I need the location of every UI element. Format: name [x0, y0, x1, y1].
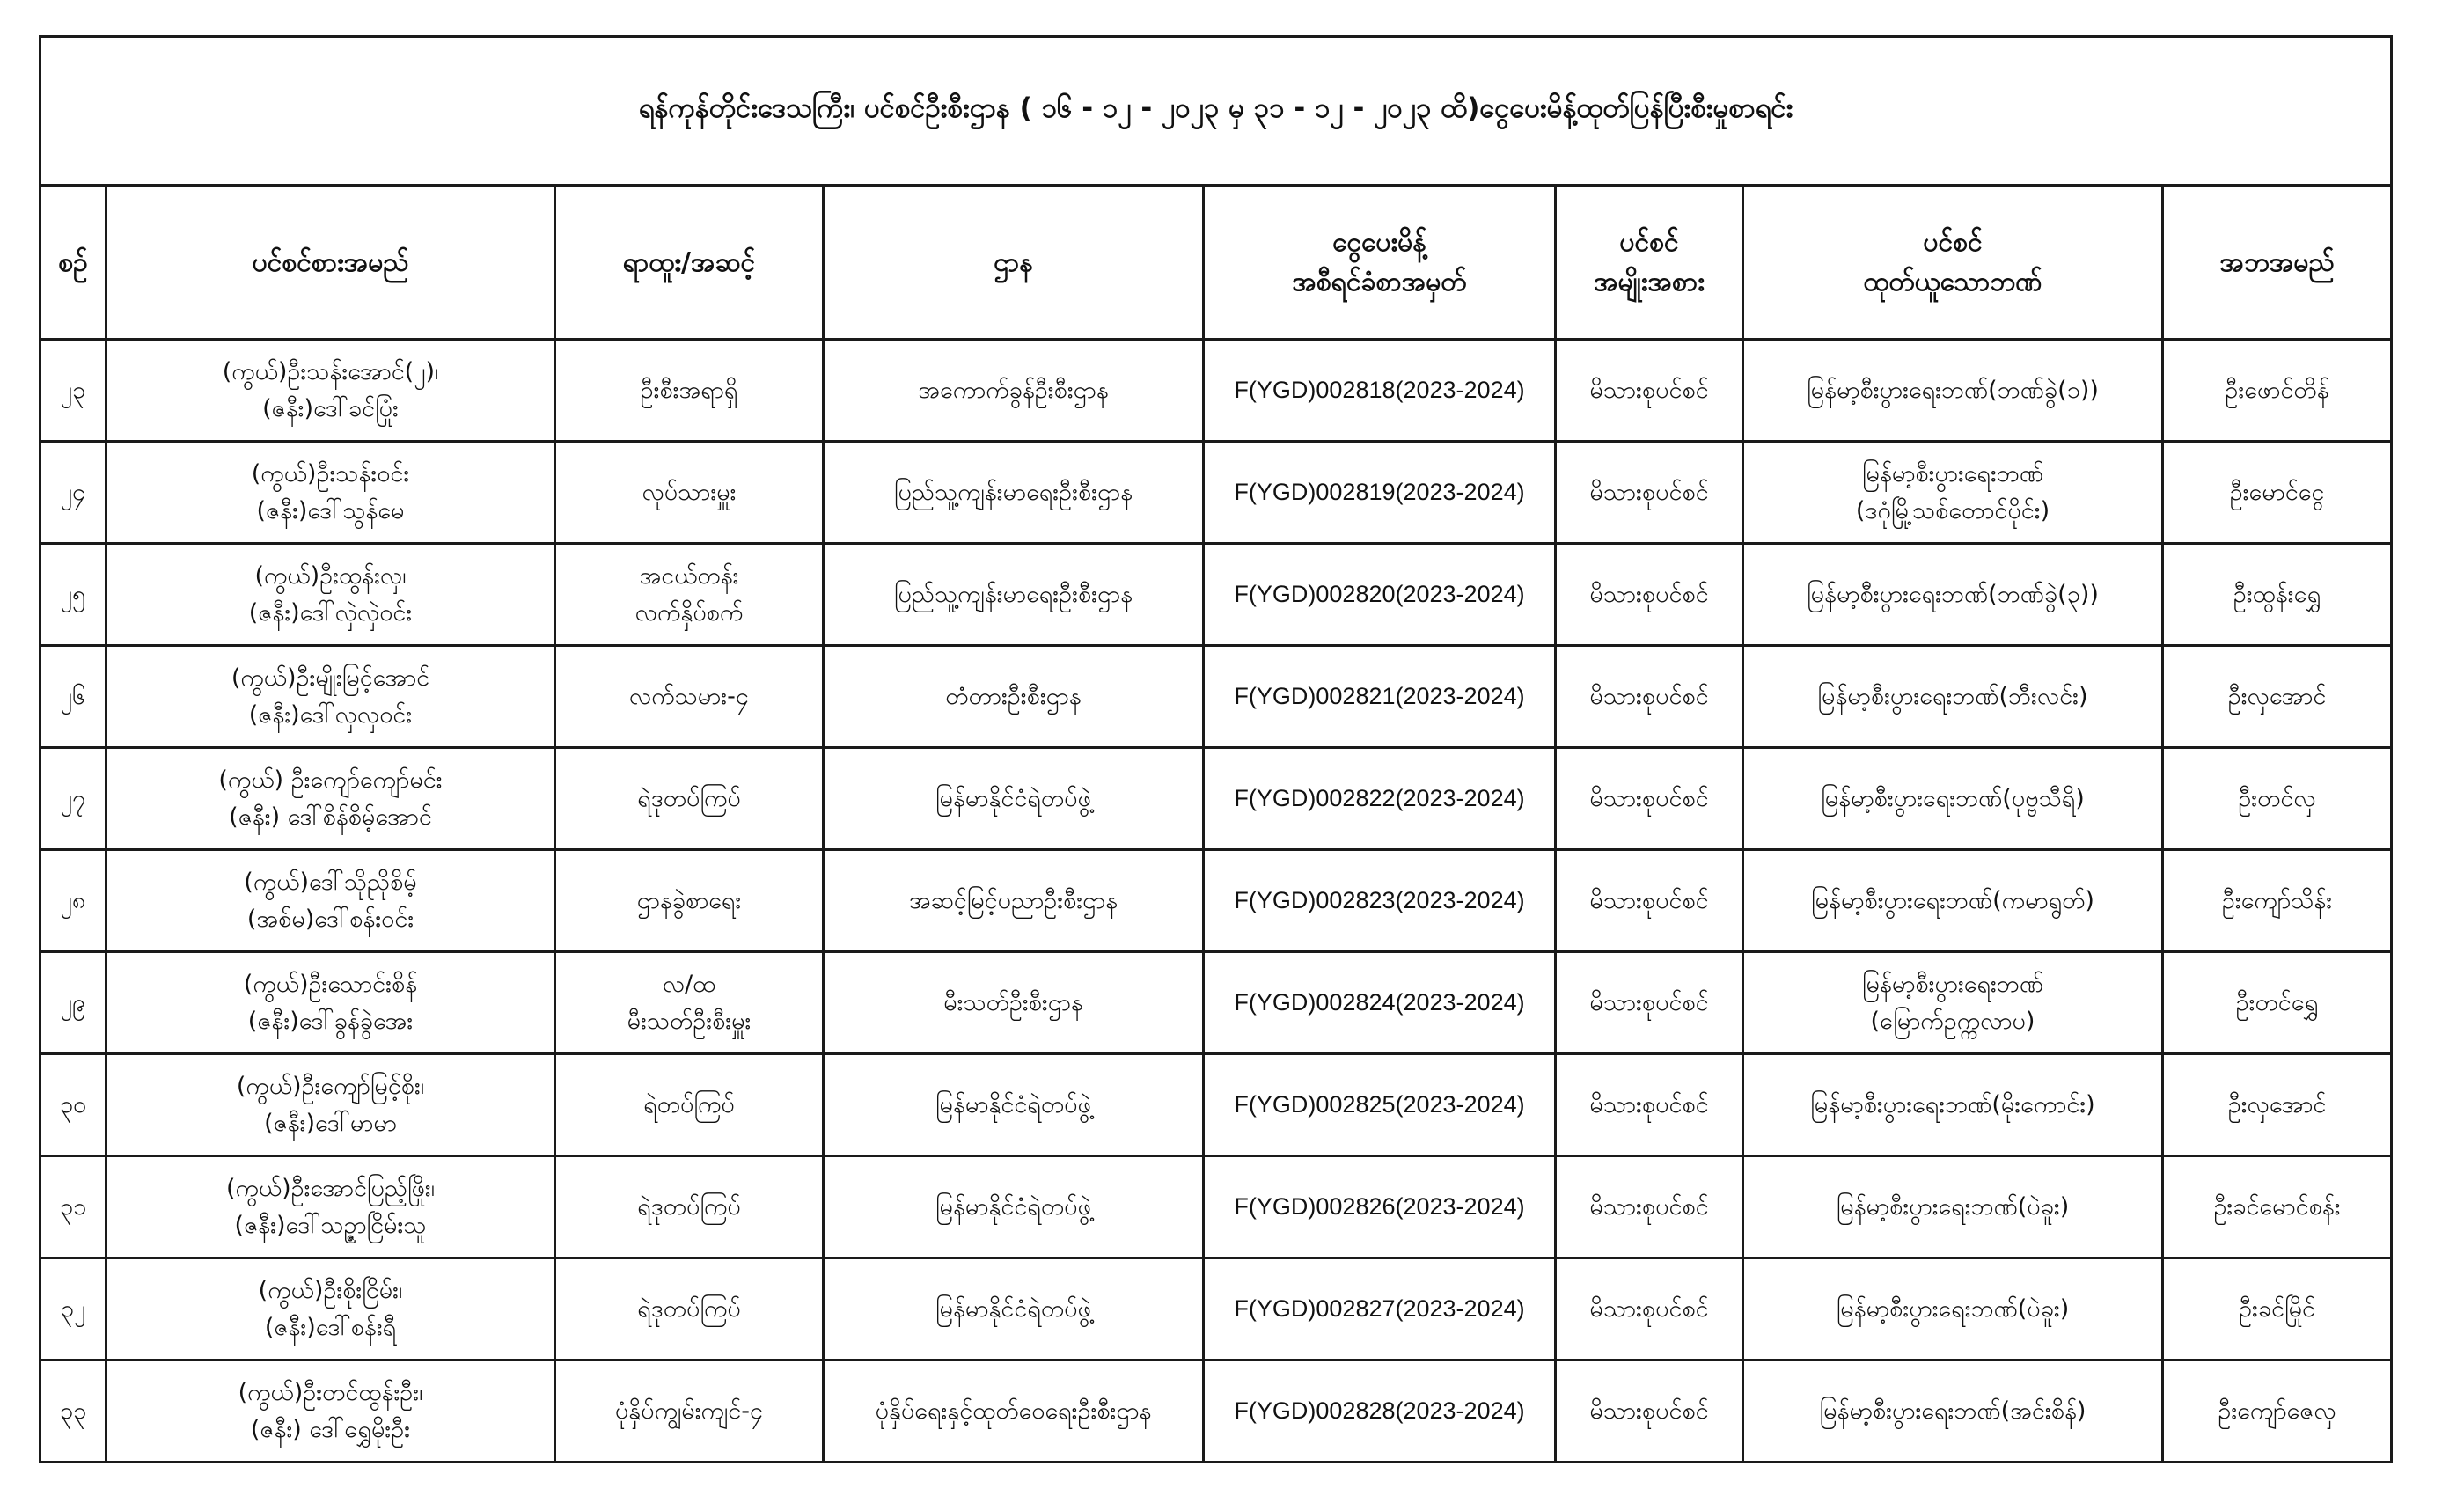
cell-order — [1204, 850, 1556, 952]
cell-name — [106, 748, 555, 850]
cell-rank — [555, 1258, 824, 1360]
pension-type: မိသားစုပင်စင် — [1589, 1397, 1709, 1425]
cell-pension-type — [1556, 1156, 1743, 1258]
deceased-name: (ကွယ်)ဦးသောင်းစိန် — [243, 970, 418, 998]
cell-order — [1204, 1360, 1556, 1463]
bank-line1: မြန်မာ့စီးပွားရေးဘဏ်(ဘီးလင်း) — [1817, 682, 2088, 710]
cell-pension-type — [1556, 442, 1743, 544]
table-row — [40, 1156, 2392, 1258]
deceased-name: (ကွယ်)ဦးကျော်မြင့်စိုး၊ — [236, 1072, 425, 1100]
deceased-name: (ကွယ်)ဦးစိုးငြိမ်း၊ — [258, 1276, 403, 1304]
cell-rank — [555, 850, 824, 952]
header-bank-line1: ပင်စင် — [1923, 227, 1983, 258]
cell-department — [824, 340, 1204, 442]
cell-father — [2163, 442, 2392, 544]
cell-father — [2163, 952, 2392, 1054]
father-name: ဦးလှအောင် — [2227, 1090, 2327, 1118]
pension-type: မိသားစုပင်စင် — [1589, 886, 1709, 914]
cell-rank — [555, 1156, 824, 1258]
cell-bank — [1743, 1156, 2163, 1258]
deceased-name: (ကွယ်)ဦးထွန်းလှ၊ — [254, 561, 407, 590]
cell-bank — [1743, 1258, 2163, 1360]
cell-pension-type — [1556, 340, 1743, 442]
deceased-name: (ကွယ်)ဦးမျိုးမြင့်အောင် — [231, 664, 430, 692]
cell-no — [40, 544, 106, 646]
cell-bank — [1743, 442, 2163, 544]
cell-order — [1204, 646, 1556, 748]
cell-rank — [555, 544, 824, 646]
father-name: ဦးဖောင်တိန် — [2225, 376, 2329, 404]
table-row — [40, 850, 2392, 952]
rank-line1: ဌာနခွဲစာရေး — [636, 886, 742, 914]
department-name: ပြည်သူ့ကျန်းမာရေးဦးစီးဌာန — [893, 580, 1133, 608]
row-number: ၂၄ — [60, 478, 86, 506]
pension-type: မိသားစုပင်စင် — [1589, 682, 1709, 710]
department-name: အဆင့်မြင့်ပညာဦးစီးဌာန — [908, 886, 1118, 914]
header-name: ပင်စင်စားအမည် — [106, 186, 555, 340]
rank-line2: လက်နှိပ်စက် — [634, 598, 744, 627]
order-number: F(YGD)002820(2023-2024) — [1234, 580, 1525, 607]
father-name: ဦးကျော်ဇေလှ — [2218, 1397, 2336, 1425]
bank-line1: မြန်မာ့စီးပွားရေးဘဏ်(မိုးကောင်း) — [1810, 1090, 2095, 1118]
beneficiary-name: (ဇနီး) ဒေါ်ရွှေမိုးဦး — [250, 1415, 411, 1443]
pension-type: မိသားစုပင်စင် — [1589, 580, 1709, 608]
rank-line1: ပုံနှိပ်ကျွမ်းကျင်-၄ — [614, 1397, 764, 1425]
cell-order — [1204, 1258, 1556, 1360]
beneficiary-name: (ဇနီး)ဒေါ်စန်းရီ — [264, 1313, 397, 1341]
cell-no — [40, 748, 106, 850]
beneficiary-name: (ဇနီး)ဒေါ်ခွန်ခွဲအေး — [247, 1007, 414, 1035]
order-number: F(YGD)002828(2023-2024) — [1234, 1397, 1525, 1424]
bank-line1: မြန်မာ့စီးပွားရေးဘဏ် — [1861, 459, 2044, 488]
cell-father — [2163, 1258, 2392, 1360]
bank-line1: မြန်မာ့စီးပွားရေးဘဏ်(ပုဗ္ဗသီရိ) — [1821, 784, 2085, 812]
cell-bank — [1743, 340, 2163, 442]
rank-line1: ရဲဒုတပ်ကြပ် — [637, 1294, 741, 1323]
cell-department — [824, 1156, 1204, 1258]
beneficiary-name: (ဇနီး)ဒေါ်မာမာ — [264, 1109, 397, 1137]
cell-bank — [1743, 748, 2163, 850]
cell-pension-type — [1556, 1258, 1743, 1360]
beneficiary-name: (ဇနီး)ဒေါ်ခင်ပြုံး — [262, 394, 399, 422]
header-bank — [1743, 186, 2163, 340]
table-row — [40, 544, 2392, 646]
row-number: ၃၀ — [59, 1090, 87, 1118]
cell-rank — [555, 1360, 824, 1463]
cell-bank — [1743, 1360, 2163, 1463]
bank-line1: မြန်မာ့စီးပွားရေးဘဏ် — [1861, 970, 2044, 998]
cell-rank — [555, 748, 824, 850]
deceased-name: (ကွယ်)ဦးတင်ထွန်းဦး၊ — [238, 1378, 423, 1406]
father-name: ဦးခင်မြိုင် — [2239, 1294, 2315, 1323]
header-ptype-line1: ပင်စင် — [1619, 227, 1679, 258]
cell-name — [106, 340, 555, 442]
row-number: ၂၆ — [60, 682, 86, 710]
cell-name — [106, 1360, 555, 1463]
cell-order — [1204, 1054, 1556, 1156]
deceased-name: (ကွယ်) ဦးကျော်ကျော်မင်း — [218, 766, 443, 794]
header-rank: ရာထူး/အဆင့် — [555, 186, 824, 340]
father-name: ဦးကျော်သိန်း — [2221, 886, 2333, 914]
cell-department — [824, 442, 1204, 544]
table-row — [40, 646, 2392, 748]
report-title: ရန်ကုန်တိုင်းဒေသကြီး၊ ပင်စင်ဦးစီးဌာန ( ၁၆ - ၁၂ - ၂၀၂၃ မှ ၃၁ - ၁၂ - ၂၀၂၃ ထိ)ငွေပေးမိန့်ထုတ်ပြန်ပြီးစီးမှုစာရင်း — [40, 37, 2392, 186]
cell-name — [106, 442, 555, 544]
bank-line1: မြန်မာ့စီးပွားရေးဘဏ်(အင်းစိန်) — [1819, 1397, 2086, 1425]
cell-name — [106, 850, 555, 952]
bank-line1: မြန်မာ့စီးပွားရေးဘဏ်(ဘဏ်ခွဲ(၁)) — [1807, 376, 2099, 404]
table-row — [40, 1054, 2392, 1156]
header-pension-type — [1556, 186, 1743, 340]
rank-line1: ရဲဒုတပ်ကြပ် — [637, 1192, 741, 1221]
row-number: ၂၃ — [60, 376, 86, 404]
rank-line1: ရဲဒုတပ်ကြပ် — [637, 784, 741, 812]
table-row — [40, 340, 2392, 442]
cell-father — [2163, 1156, 2392, 1258]
cell-pension-type — [1556, 1054, 1743, 1156]
father-name: ဦးမောင်ငွေ — [2229, 478, 2325, 506]
cell-no — [40, 952, 106, 1054]
cell-father — [2163, 850, 2392, 952]
table-row — [40, 1258, 2392, 1360]
cell-order — [1204, 544, 1556, 646]
bank-line1: မြန်မာ့စီးပွားရေးဘဏ်(ဘဏ်ခွဲ(၃)) — [1807, 580, 2099, 608]
cell-pension-type — [1556, 952, 1743, 1054]
father-name: ဦးတင်လှ — [2238, 784, 2316, 812]
cell-rank — [555, 442, 824, 544]
pension-type: မိသားစုပင်စင် — [1589, 988, 1709, 1016]
pension-table — [39, 35, 2393, 1463]
cell-no — [40, 1258, 106, 1360]
order-number: F(YGD)002825(2023-2024) — [1234, 1090, 1525, 1118]
beneficiary-name: (ဇနီး)ဒေါ်လှလှဝင်း — [248, 700, 413, 729]
cell-department — [824, 544, 1204, 646]
father-name: ဦးလှအောင် — [2227, 682, 2327, 710]
pension-type: မိသားစုပင်စင် — [1589, 1090, 1709, 1118]
cell-rank — [555, 952, 824, 1054]
table-body — [40, 37, 2392, 1463]
order-number: F(YGD)002826(2023-2024) — [1234, 1192, 1525, 1220]
rank-line1: အငယ်တန်း — [639, 561, 739, 590]
pension-type: မိသားစုပင်စင် — [1589, 1294, 1709, 1323]
header-order — [1204, 186, 1556, 340]
department-name: အကောက်ခွန်ဦးစီးဌာန — [918, 376, 1109, 404]
cell-name — [106, 1258, 555, 1360]
header-ptype-line2: အမျိုးအစား — [1594, 267, 1705, 297]
cell-order — [1204, 952, 1556, 1054]
beneficiary-name: (အစ်မ)ဒေါ်စန်းဝင်း — [246, 905, 414, 933]
beneficiary-name: (ဇနီး)ဒေါ်သဉ္ဇာငြိမ်းသူ — [234, 1211, 427, 1239]
cell-bank — [1743, 850, 2163, 952]
cell-name — [106, 1054, 555, 1156]
bank-line2: (ဒဂုံမြို့သစ်တောင်ပိုင်း) — [1855, 496, 2050, 524]
cell-order — [1204, 442, 1556, 544]
header-no: စဉ် — [40, 186, 106, 340]
rank-line1: ရဲတပ်ကြပ် — [643, 1090, 735, 1118]
cell-pension-type — [1556, 1360, 1743, 1463]
header-row — [40, 186, 2392, 340]
cell-pension-type — [1556, 748, 1743, 850]
cell-order — [1204, 340, 1556, 442]
deceased-name: (ကွယ်)ဦးသန်းအောင်(၂)၊ — [222, 357, 439, 385]
pension-type: မိသားစုပင်စင် — [1589, 478, 1709, 506]
cell-department — [824, 850, 1204, 952]
order-number: F(YGD)002822(2023-2024) — [1234, 784, 1525, 811]
order-number: F(YGD)002818(2023-2024) — [1234, 376, 1525, 403]
beneficiary-name: (ဇနီး) ဒေါ်စိန်စိမ့်အောင် — [229, 803, 432, 831]
cell-name — [106, 646, 555, 748]
department-name: မီးသတ်ဦးစီးဌာန — [943, 988, 1083, 1016]
order-number: F(YGD)002821(2023-2024) — [1234, 682, 1525, 709]
rank-line1: ဦးစီးအရာရှိ — [640, 376, 738, 404]
order-number: F(YGD)002823(2023-2024) — [1234, 886, 1525, 913]
cell-name — [106, 544, 555, 646]
order-number: F(YGD)002819(2023-2024) — [1234, 478, 1525, 505]
cell-order — [1204, 748, 1556, 850]
title-row — [40, 37, 2392, 186]
cell-bank — [1743, 1054, 2163, 1156]
beneficiary-name: (ဇနီး)ဒေါ်သွန်မေ — [256, 496, 405, 524]
cell-department — [824, 748, 1204, 850]
cell-bank — [1743, 952, 2163, 1054]
row-number: ၂၈ — [60, 886, 86, 914]
table-row — [40, 1360, 2392, 1463]
pension-type: မိသားစုပင်စင် — [1589, 1192, 1709, 1221]
cell-department — [824, 1054, 1204, 1156]
deceased-name: (ကွယ်)ဦးအောင်ပြည့်ဖြိုး၊ — [225, 1174, 436, 1202]
row-number: ၃၂ — [60, 1294, 86, 1323]
father-name: ဦးတင်ရွှေ — [2235, 988, 2319, 1016]
row-number: ၂၅ — [60, 580, 86, 608]
cell-no — [40, 442, 106, 544]
deceased-name: (ကွယ်)ဒေါ်သိုညိုစိမ့် — [244, 868, 417, 896]
cell-rank — [555, 340, 824, 442]
rank-line2: မီးသတ်ဦးစီးမှူး — [627, 1007, 752, 1035]
cell-department — [824, 646, 1204, 748]
row-number: ၃၁ — [59, 1192, 87, 1221]
cell-order — [1204, 1156, 1556, 1258]
cell-pension-type — [1556, 646, 1743, 748]
beneficiary-name: (ဇနီး)ဒေါ်လှဲလှဲဝင်း — [248, 598, 413, 627]
header-father: အဘအမည် — [2163, 186, 2392, 340]
department-name: မြန်မာနိုင်ငံရဲတပ်ဖွဲ့ — [935, 784, 1091, 812]
department-name: တံတားဦးစီးဌာန — [945, 682, 1082, 710]
cell-rank — [555, 1054, 824, 1156]
rank-line1: လုပ်သားမှူး — [642, 478, 737, 506]
table-row — [40, 442, 2392, 544]
bank-line1: မြန်မာ့စီးပွားရေးဘဏ်(ကမာရွတ်) — [1811, 886, 2094, 914]
cell-department — [824, 1258, 1204, 1360]
cell-bank — [1743, 646, 2163, 748]
cell-father — [2163, 1054, 2392, 1156]
rank-line1: လက်သမား-၄ — [628, 682, 750, 710]
department-name: ပုံနှိပ်ရေးနှင့်ထုတ်ဝေရေးဦးစီးဌာန — [875, 1397, 1152, 1425]
father-name: ဦးထွန်းရွှေ — [2233, 580, 2321, 608]
header-order-line2: အစီရင်ခံစာအမှတ် — [1292, 267, 1467, 297]
deceased-name: (ကွယ်)ဦးသန်းဝင်း — [251, 459, 410, 488]
row-number: ၂၇ — [60, 784, 86, 812]
cell-department — [824, 952, 1204, 1054]
cell-name — [106, 952, 555, 1054]
bank-line1: မြန်မာ့စီးပွားရေးဘဏ်(ပဲခူး) — [1836, 1294, 2070, 1323]
cell-pension-type — [1556, 544, 1743, 646]
cell-no — [40, 646, 106, 748]
cell-pension-type — [1556, 850, 1743, 952]
header-bank-line2: ထုတ်ယူသောဘဏ် — [1863, 267, 2042, 297]
rank-line1: လ/ထ — [662, 970, 716, 998]
row-number: ၃၃ — [59, 1397, 87, 1425]
cell-rank — [555, 646, 824, 748]
department-name: မြန်မာနိုင်ငံရဲတပ်ဖွဲ့ — [935, 1192, 1091, 1221]
order-number: F(YGD)002827(2023-2024) — [1234, 1294, 1525, 1322]
header-department: ဌာန — [824, 186, 1204, 340]
department-name: မြန်မာနိုင်ငံရဲတပ်ဖွဲ့ — [935, 1090, 1091, 1118]
cell-father — [2163, 748, 2392, 850]
order-number: F(YGD)002824(2023-2024) — [1234, 988, 1525, 1016]
pension-report-sheet — [39, 35, 2390, 1463]
pension-type: မိသားစုပင်စင် — [1589, 376, 1709, 404]
pension-type: မိသားစုပင်စင် — [1589, 784, 1709, 812]
cell-no — [40, 850, 106, 952]
table-row — [40, 952, 2392, 1054]
cell-no — [40, 340, 106, 442]
cell-no — [40, 1360, 106, 1463]
cell-father — [2163, 646, 2392, 748]
father-name: ဦးခင်မောင်စန်း — [2213, 1192, 2341, 1221]
row-number: ၂၉ — [60, 988, 86, 1016]
cell-father — [2163, 1360, 2392, 1463]
cell-father — [2163, 544, 2392, 646]
cell-no — [40, 1054, 106, 1156]
cell-name — [106, 1156, 555, 1258]
cell-no — [40, 1156, 106, 1258]
department-name: ပြည်သူ့ကျန်းမာရေးဦးစီးဌာန — [893, 478, 1133, 506]
cell-department — [824, 1360, 1204, 1463]
table-row — [40, 748, 2392, 850]
department-name: မြန်မာနိုင်ငံရဲတပ်ဖွဲ့ — [935, 1294, 1091, 1323]
header-order-line1: ငွေပေးမိန့် — [1332, 227, 1426, 258]
bank-line1: မြန်မာ့စီးပွားရေးဘဏ်(ပဲခူး) — [1836, 1192, 2070, 1221]
cell-father — [2163, 340, 2392, 442]
bank-line2: (မြောက်ဥက္ကလာပ) — [1870, 1007, 2035, 1035]
cell-bank — [1743, 544, 2163, 646]
